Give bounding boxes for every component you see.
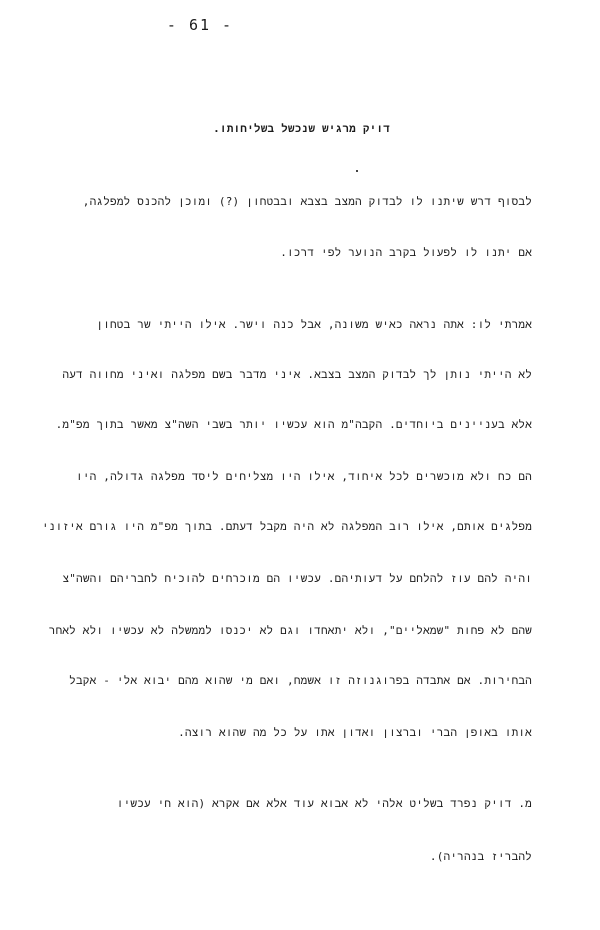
- paragraph2-line-3: אלא בעניינים ביוחדים. הקבה"מ הוא עכשיו יותר בשבי השה"צ מאשר בתוך מפ"מ.: [55, 418, 532, 431]
- paragraph2-line-4: הם כח ולא מוכשרים לכל איחוד, אילו היו מצליחים ליסד מפלגה גדולה, היו: [76, 470, 532, 483]
- paragraph2-line-9: אותו באופן הברי וברצון ואדון אתו על כל מה שהוא רוצה.: [178, 726, 532, 739]
- paragraph2-line-1: אמרתי לו: אתה נראה כאיש משונה, אבל כנה וישר. אילו הייתי שר בטחון: [96, 318, 532, 331]
- heading: דויק מרגיש שנכשל בשליחותו.: [213, 122, 390, 135]
- page-number: - 61 -: [166, 16, 234, 34]
- paragraph3-line-2: להבריז בנהריה).: [429, 850, 532, 863]
- paragraph2-line-6: והיה להם עוז להלחם על דעותיהם. עכשיו הם מוכרחים להוכיח לחבריהם והשה"צ: [62, 572, 532, 585]
- paragraph2-line-2: לא הייתי נותן לך לבדוק המצב בצבא. איני מדבר בשם מפלגה ואיני מחווה דעה: [62, 368, 532, 381]
- paragraph2-line-8: הבחירות. אם אתבדה בפרוגנוזה זו אשמח, ואם מי שהוא מהם יבוא אלי - אקבל: [69, 674, 532, 687]
- paragraph1-line-2: אם יתנו לו לפעול בקרב הנוער לפי דרכו.: [280, 246, 532, 259]
- paragraph2-line-7: שהם לא פחות "שמאליים", ולא יתאחדו וגם לא יכנסו לממשלה לא עכשיו ולא לאחר: [48, 624, 532, 637]
- paragraph3-line-1: מ. דויק נפרד בשליט אלהי לא אבוא עוד אלא אם אקרא (הוא חי עכשיו: [116, 797, 532, 810]
- paragraph1-line-1: לבסוף דרש שיתנו לו לבדוק המצב בצבא ובבטחון (?) ומוכן להכנס למפלגה,: [82, 195, 532, 208]
- paragraph2-line-5: מפלגים אותם, אילו רוב המפלגה לא היה מקבל דעתם. בתוך מפ"מ היו גורם איזוני: [41, 520, 532, 533]
- speck-mark: [356, 170, 358, 172]
